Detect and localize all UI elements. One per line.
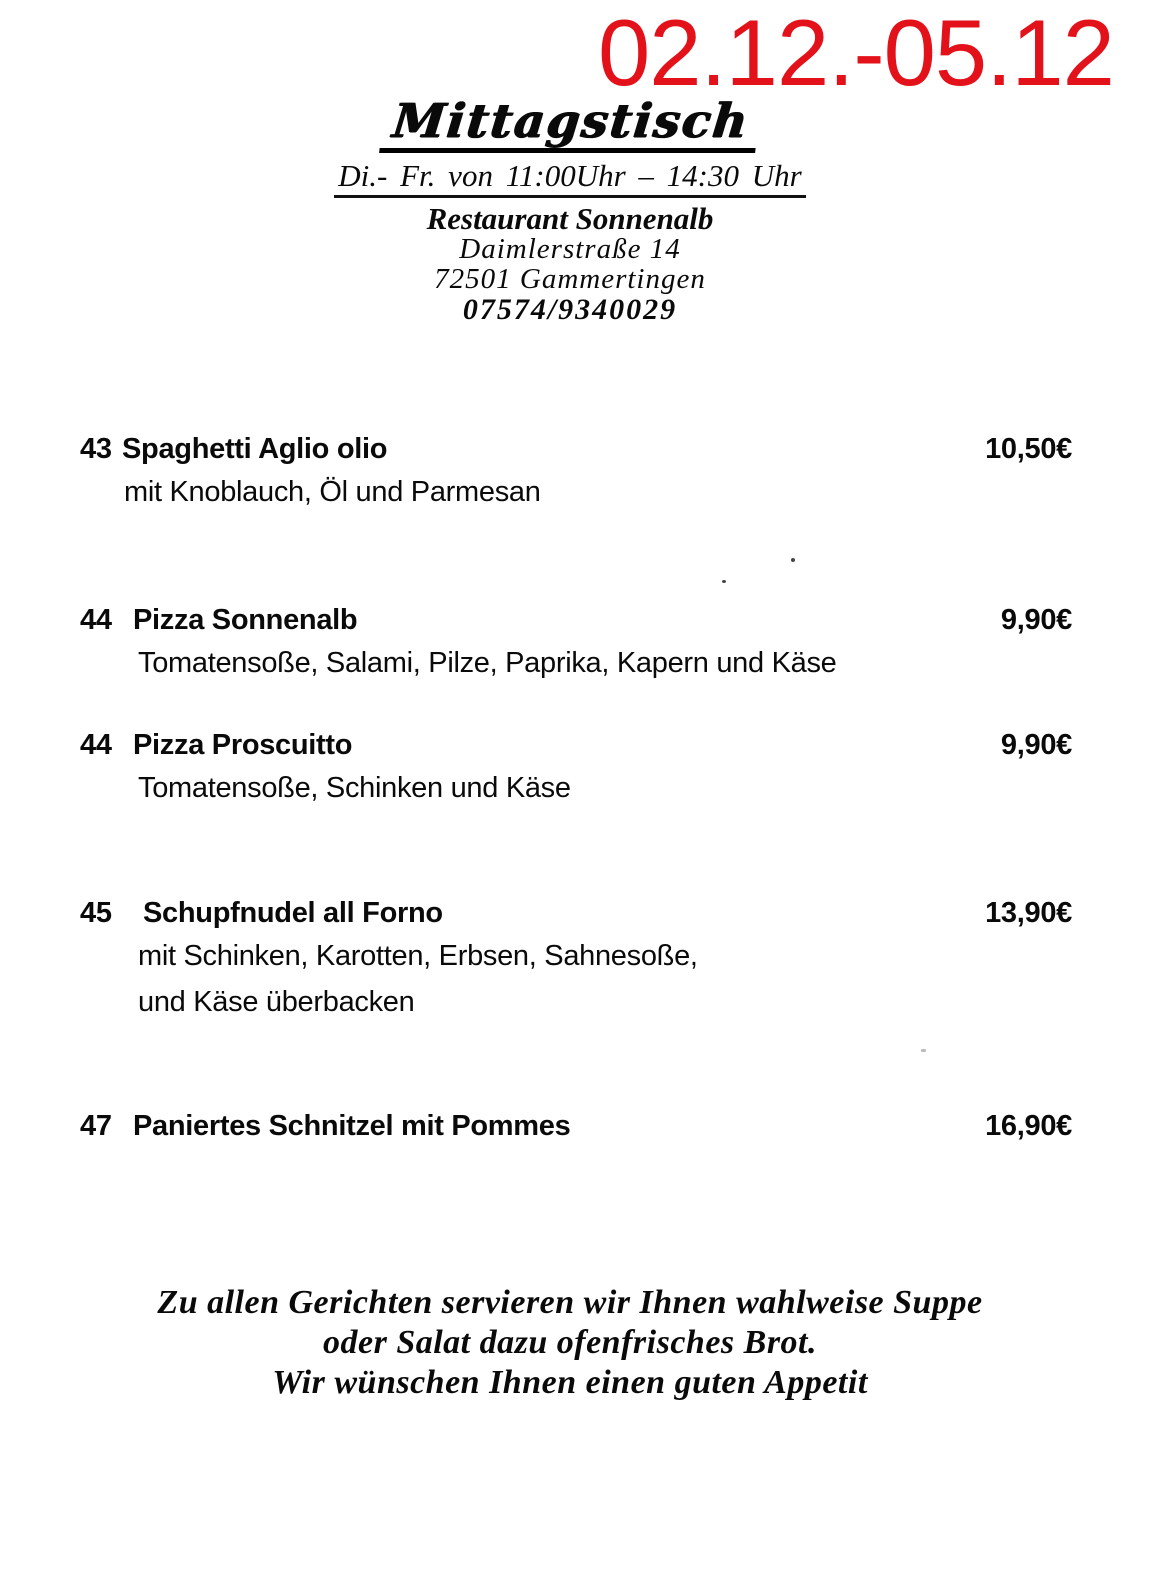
footer-note	[0, 1283, 1170, 1403]
validity-date-range: 02.12.-05.12	[598, 0, 1114, 105]
scan-speck	[791, 558, 795, 562]
item-description: und Käse überbacken	[138, 985, 415, 1018]
item-description: mit Knoblauch, Öl und Parmesan	[124, 476, 541, 509]
item-number: 47	[80, 1110, 112, 1142]
item-description: mit Schinken, Karotten, Erbsen, Sahnesoße,	[138, 940, 698, 973]
menu-item-row	[80, 604, 1072, 681]
item-number: 43	[80, 433, 112, 465]
menu-item-row	[80, 897, 1072, 1019]
item-price: 10,50€	[985, 433, 1072, 465]
item-name: Spaghetti Aglio olio	[122, 433, 388, 465]
menu-item-row	[80, 1110, 1072, 1143]
footer-line-3: Wir wünschen Ihnen einen guten Appetit	[272, 1364, 868, 1401]
footer-line-2: oder Salat dazu ofenfrisches Brot.	[323, 1324, 817, 1361]
item-name: Schupfnudel all Forno	[143, 897, 443, 929]
menu-header	[0, 94, 1170, 326]
item-price: 16,90€	[985, 1110, 1072, 1142]
restaurant-name: Restaurant Sonnenalb	[426, 201, 714, 236]
item-description: Tomatensoße, Schinken und Käse	[138, 772, 571, 805]
item-name: Pizza Sonnenalb	[133, 604, 358, 636]
menu-item-row	[80, 433, 1072, 510]
scan-speck	[921, 1049, 926, 1052]
item-number: 44	[80, 729, 112, 761]
scan-speck	[722, 580, 726, 583]
item-name: Paniertes Schnitzel mit Pommes	[133, 1110, 571, 1142]
item-number: 44	[80, 604, 112, 636]
item-description: Tomatensoße, Salami, Pilze, Paprika, Kapern und Käse	[138, 647, 837, 680]
item-number: 45	[80, 897, 112, 929]
menu-item-row	[80, 729, 1072, 806]
street-address: Daimlerstraße 14	[459, 233, 681, 265]
item-price: 13,90€	[985, 897, 1072, 929]
city-address: 72501 Gammertingen	[434, 263, 706, 295]
opening-hours: Di.- Fr. von 11:00Uhr – 14:30 Uhr	[334, 160, 805, 198]
item-name: Pizza Proscuitto	[133, 729, 353, 761]
phone-number: 07574/9340029	[462, 293, 678, 326]
item-price: 9,90€	[1000, 604, 1072, 636]
footer-line-1: Zu allen Gerichten servieren wir Ihnen wahlweise Suppe	[157, 1284, 983, 1321]
page-title: Mittagstisch	[379, 98, 761, 153]
item-price: 9,90€	[1000, 729, 1072, 761]
